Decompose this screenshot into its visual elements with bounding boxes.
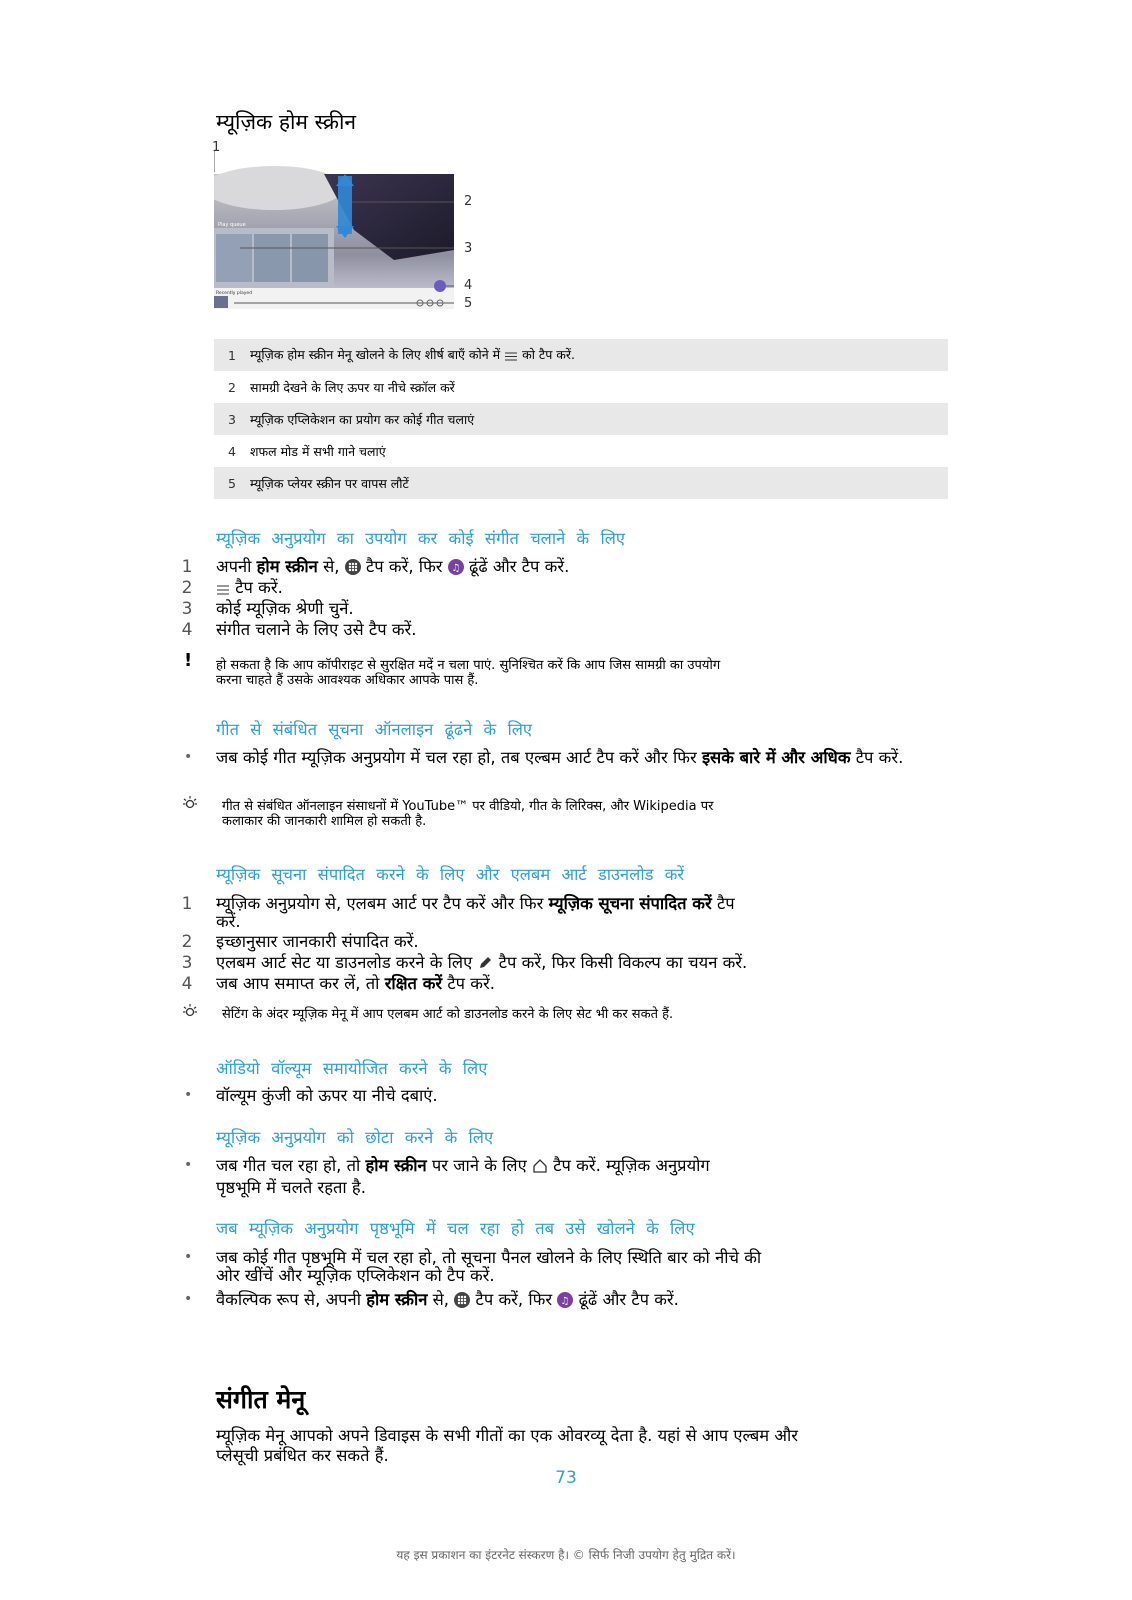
warning-note-line: करना चाहते हैं उसके आवश्यक अधिकार आपके पास हैं. — [216, 673, 479, 688]
step-text: अपनी होम स्क्रीन से, टैप करें, फिर ♫ ढूंढें और टैप करें. — [216, 556, 569, 580]
warning-icon: ! — [184, 650, 193, 671]
legend-text: म्यूज़िक प्लेयर स्क्रीन पर वापस लौटें — [250, 467, 948, 499]
subheading-audio-volume: ऑडियो वॉल्यूम समायोजित करने के लिए — [216, 1059, 488, 1078]
menu-icon — [504, 350, 518, 365]
legend-row — [214, 403, 948, 435]
lightbulb-tip-icon — [182, 1003, 198, 1023]
step-text: कोई म्यूज़िक श्रेणी चुनें. — [216, 599, 354, 618]
bullet: • — [184, 1087, 193, 1103]
step-number: 3 — [181, 953, 193, 973]
step-number: 4 — [181, 974, 193, 994]
step-text: टैप करें. — [216, 577, 283, 601]
legend-number: 1 — [214, 339, 250, 371]
bullet-text: वॉल्यूम कुंजी को ऊपर या नीचे दबाएं. — [216, 1086, 438, 1105]
bullet-text-continued: ओर खींचें और म्यूज़िक एप्लिकेशन को टैप करें. — [216, 1266, 495, 1285]
legend-row — [214, 371, 948, 403]
step-number: 2 — [181, 578, 193, 598]
legend-text: म्यूज़िक एप्लिकेशन का प्रयोग कर कोई गीत चलाएं — [250, 403, 948, 435]
step-number: 2 — [181, 932, 193, 952]
home-icon — [532, 1158, 548, 1179]
callout-1: 1 — [212, 140, 221, 155]
legend-row — [214, 339, 948, 371]
screen-play-queue-label: Play queue — [218, 222, 246, 228]
callout-3: 3 — [464, 241, 473, 256]
apps-grid-icon — [454, 1292, 470, 1313]
warning-note-line: हो सकता है कि आप कॉपीराइट से सुरक्षित मदें न चला पाएं. सुनिश्चित करें कि आप जिस सामग्री का उपयोग — [216, 658, 721, 673]
bullet: • — [184, 749, 193, 765]
step-number: 1 — [181, 557, 193, 577]
bullet: • — [184, 1249, 193, 1265]
bullet-text: जब कोई गीत पृष्ठभूमि में चल रहा हो, तो सूचना पैनल खोलने के लिए स्थिति बार को नीचे की — [216, 1248, 762, 1267]
legend-row — [214, 467, 948, 499]
music-app-icon — [557, 1292, 573, 1313]
bullet-text-continued: पृष्ठभूमि में चलते रहता है. — [216, 1178, 366, 1197]
legend-number: 5 — [214, 467, 250, 499]
tip-note-line: गीत से संबंधित ऑनलाइन संसाधनों में YouTube™ पर वीडियो, गीत के लिरिक्स, और Wikipedia पर — [222, 799, 714, 814]
legend-text: म्यूज़िक होम स्क्रीन मेनू खोलने के लिए शीर्ष बाएँ कोने में को टैप करें. — [250, 339, 948, 371]
paragraph-line: प्लेसूची प्रबंधित कर सकते हैं. — [216, 1446, 389, 1465]
step-number: 4 — [181, 620, 193, 640]
step-text: इच्छानुसार जानकारी संपादित करें. — [216, 932, 419, 951]
apps-grid-icon — [345, 559, 361, 580]
legend-number: 4 — [228, 443, 236, 459]
bullet: • — [184, 1291, 193, 1307]
paragraph-line: म्यूज़िक मेनू आपको अपने डिवाइस के सभी गीतों का एक ओवरव्यू देता है. यहां से आप एल्बम और — [216, 1426, 799, 1445]
bullet-text: जब गीत चल रहा हो, तो होम स्क्रीन पर जाने के लिए टैप करें. म्यूज़िक अनुप्रयोग — [216, 1155, 710, 1179]
tip-note-line: सेटिंग के अंदर म्यूज़िक मेनू में आप एलबम आर्ट को डाउनलोड करने के लिए सेट भी कर सकते हैं. — [222, 1007, 674, 1022]
section-title: म्यूज़िक होम स्क्रीन — [216, 110, 357, 134]
music-menu-heading: संगीत मेनू — [216, 1385, 306, 1414]
screenshot-figure — [212, 140, 484, 325]
step-number: 3 — [181, 599, 193, 619]
screen-recently-played-label: Recently played — [216, 291, 253, 296]
step-text: म्यूज़िक अनुप्रयोग से, एलबम आर्ट पर टैप करें और फिर म्यूज़िक सूचना संपादित करें टैप — [216, 894, 735, 913]
lightbulb-tip-icon — [182, 795, 198, 815]
bullet-text: जब कोई गीत म्यूज़िक अनुप्रयोग में चल रहा हो, तब एल्बम आर्ट टैप करें और फिर इसके बारे में और अधिक टैप करें. — [216, 748, 904, 767]
callout-4: 4 — [464, 278, 473, 293]
callout-5: 5 — [464, 296, 473, 311]
legend-table — [214, 339, 948, 499]
svg-text:♫: ♫ — [560, 1296, 570, 1307]
music-app-icon — [448, 559, 464, 580]
subheading-song-info: गीत से संबंधित सूचना ऑनलाइन ढूंढने के लिए — [216, 720, 533, 739]
legend-row — [214, 435, 948, 467]
legend-number: 3 — [214, 403, 250, 435]
subheading-edit-music-info: म्यूज़िक सूचना संपादित करने के लिए और एलबम आर्ट डाउनलोड करें — [216, 865, 685, 884]
legend-number: 2 — [228, 379, 236, 395]
callout-2: 2 — [464, 194, 473, 209]
step-text: संगीत चलाने के लिए उसे टैप करें. — [216, 620, 417, 639]
legend-text: शफल मोड में सभी गाने चलाएं — [250, 443, 386, 459]
step-text-continued: करें. — [216, 912, 241, 931]
legend-text: सामग्री देखने के लिए ऊपर या नीचे स्क्रॉल करें — [250, 379, 455, 395]
subheading-minimize-app: म्यूज़िक अनुप्रयोग को छोटा करने के लिए — [216, 1128, 494, 1147]
music-home-screen-illustration — [214, 150, 484, 325]
footer-notice: यह इस प्रकाशन का इंटरनेट संस्करण है। © सिर्फ निजी उपयोग हेतु मुद्रित करें। — [396, 1548, 736, 1562]
page-number: 73 — [555, 1468, 577, 1488]
step-text: एलबम आर्ट सेट या डाउनलोड करने के लिए टैप करें, फिर किसी विकल्प का चयन करें. — [216, 952, 747, 976]
subheading-play-music: म्यूज़िक अनुप्रयोग का उपयोग कर कोई संगीत चलाने के लिए — [216, 529, 626, 548]
subheading-open-background-app: जब म्यूज़िक अनुप्रयोग पृष्ठभूमि में चल रहा हो तब उसे खोलने के लिए — [216, 1219, 695, 1238]
bullet: • — [184, 1157, 193, 1173]
step-number: 1 — [181, 894, 193, 914]
tip-note-line: कलाकार की जानकारी शामिल हो सकती है. — [222, 814, 427, 829]
svg-text:♫: ♫ — [451, 563, 461, 574]
bullet-text: वैकल्पिक रूप से, अपनी होम स्क्रीन से, टैप करें, फिर ♫ ढूंढें और टैप करें. — [216, 1289, 679, 1313]
step-text: जब आप समाप्त कर लें, तो रक्षित करें टैप करें. — [216, 974, 495, 993]
